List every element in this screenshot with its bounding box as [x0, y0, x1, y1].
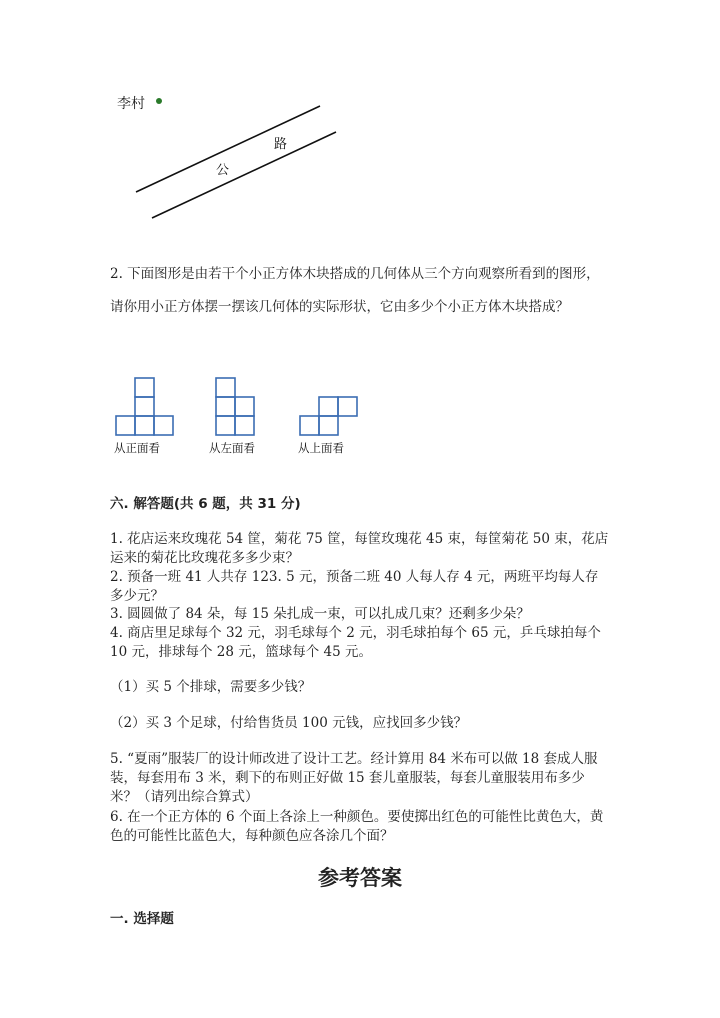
- three-views-figure: [108, 372, 368, 458]
- problem-2: 2. 预备一班 41 人共存 123. 5 元，预备二班 40 人每人存 4 元，两班平均每人存多少元？: [110, 569, 599, 604]
- problem-6: 6. 在一个正方体的 6 个面上各涂上一种颜色。要使掷出红色的可能性比黄色大，黄色的可能性比蓝色大，每种颜色应各涂几个面？: [110, 809, 604, 844]
- village-label: 李村: [117, 96, 145, 112]
- section-6-title: 六. 解答题(共 6 题，共 31 分): [110, 496, 301, 512]
- answer-section-1-title: 一. 选择题: [110, 911, 174, 927]
- answer-key-title: 参考答案: [318, 866, 402, 890]
- view-label-left: 从左面看: [209, 441, 255, 455]
- problem-4-part-2: （2）买 3 个足球，付给售货员 100 元钱，应找回多少钱？: [110, 715, 468, 731]
- top-view-grid: [300, 397, 357, 435]
- road-line-lower: [152, 132, 336, 218]
- road-char-gong: 公: [216, 163, 230, 178]
- problem-5: 5. “夏雨”服装厂的设计师改进了设计工艺。经计算用 84 米布可以做 18 套成人服装，每套用布 3 米，剩下的布则正好做 15 套儿童服装，每套儿童服装用布多少米？（请列出综合算式）: [110, 751, 598, 805]
- road-char-lu: 路: [274, 137, 288, 152]
- left-view-grid: [216, 378, 254, 435]
- problem-1: 1. 花店运来玫瑰花 54 筐，菊花 75 筐，每筐玫瑰花 45 束，每筐菊花 50 束，花店运来的菊花比玫瑰花多多少束？: [110, 531, 609, 566]
- view-label-top: 从上面看: [298, 441, 344, 455]
- road-diagram: [110, 88, 350, 228]
- question-2-text: 2. 下面图形是由若干个小正方体木块搭成的几何体从三个方向观察所看到的图形，请你用小正方体摆一摆该几何体的实际形状，它由多少个小正方体木块搭成？: [110, 266, 600, 315]
- road-line-upper: [136, 106, 320, 192]
- front-view-grid: [116, 378, 173, 435]
- view-label-front: 从正面看: [114, 441, 160, 455]
- problem-4: 4. 商店里足球每个 32 元，羽毛球每个 2 元，羽毛球拍每个 65 元，乒乓球拍每个 10 元，排球每个 28 元，篮球每个 45 元。: [110, 625, 601, 660]
- problem-3: 3. 圆圆做了 84 朵，每 15 朵扎成一束，可以扎成几束？还剩多少朵？: [110, 606, 530, 622]
- problem-4-part-1: （1）买 5 个排球，需要多少钱？: [110, 679, 312, 695]
